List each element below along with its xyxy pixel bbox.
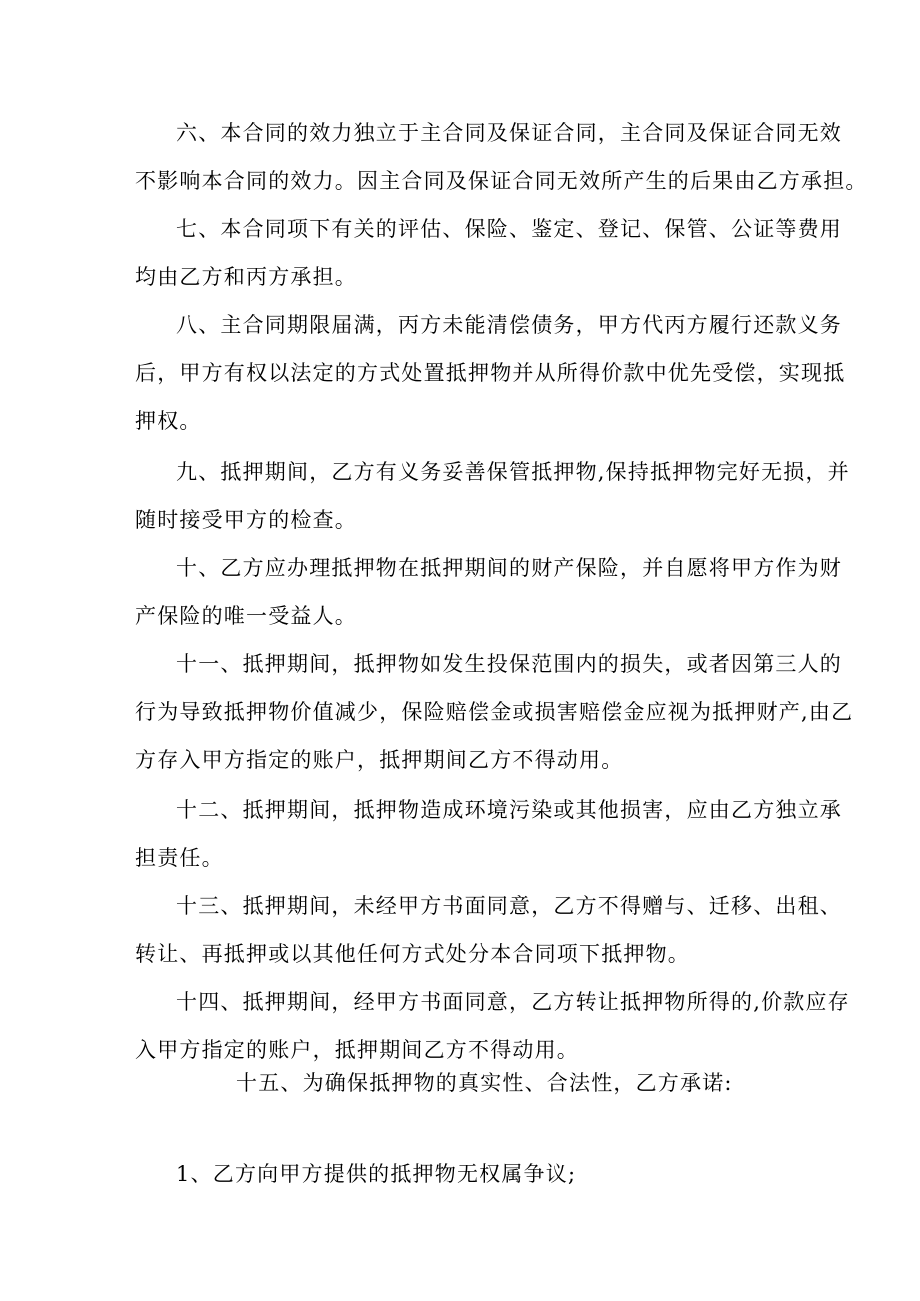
clause-14-line-2: 入甲方指定的账户，抵押期间乙方不得动用。 — [135, 1038, 579, 1062]
clause-11-line-1: 十一、抵押期间，抵押物如发生投保范围内的损失，或者因第三人的 — [176, 652, 842, 676]
clause-10-line-2: 产保险的唯一受益人。 — [135, 604, 357, 628]
clause-7-line-2: 均由乙方和丙方承担。 — [135, 265, 357, 289]
clause-13-line-2: 转让、再抵押或以其他任何方式处分本合同项下抵押物。 — [135, 942, 690, 966]
clause-8-line-3: 押权。 — [135, 409, 202, 433]
clause-12-line-1: 十二、抵押期间，抵押物造成环境污染或其他损害，应由乙方独立承 — [176, 798, 842, 822]
clause-9-line-1: 九、抵押期间，乙方有义务妥善保管抵押物,保持抵押物完好无损，并 — [176, 460, 850, 484]
clause-12-line-2: 担责任。 — [135, 846, 224, 870]
clause-14-line-1: 十四、抵押期间，经甲方书面同意，乙方转让抵押物所得的,价款应存 — [176, 990, 850, 1014]
clause-9-line-2: 随时接受甲方的检查。 — [135, 508, 357, 532]
commitment-item-1-line-1: 1、乙方向甲方提供的抵押物无权属争议; — [176, 1162, 577, 1186]
clause-11-line-2: 行为导致抵押物价值减少，保险赔偿金或损害赔偿金应视为抵押财产,由乙 — [135, 700, 854, 724]
clause-11-line-3: 方存入甲方指定的账户，抵押期间乙方不得动用。 — [135, 748, 624, 772]
clause-13-line-1: 十三、抵押期间，未经甲方书面同意，乙方不得赠与、迁移、出租、 — [176, 894, 842, 918]
clause-8-line-2: 后，甲方有权以法定的方式处置抵押物并从所得价款中优先受偿，实现抵 — [135, 361, 846, 385]
clause-8-line-1: 八、主合同期限届满，丙方未能清偿债务，甲方代丙方履行还款义务 — [176, 313, 842, 337]
clause-15-line-1: 十五、为确保抵押物的真实性、合法性，乙方承诺: — [236, 1071, 733, 1095]
clause-6-line-1: 六、本合同的效力独立于主合同及保证合同，主合同及保证合同无效 — [176, 121, 842, 145]
clause-10-line-1: 十、乙方应办理抵押物在抵押期间的财产保险，并自愿将甲方作为财 — [176, 556, 842, 580]
clause-7-line-1: 七、本合同项下有关的评估、保险、鉴定、登记、保管、公证等费用 — [176, 217, 842, 241]
clause-6-line-2: 不影响本合同的效力。因主合同及保证合同无效所产生的后果由乙方承担。 — [135, 169, 868, 193]
